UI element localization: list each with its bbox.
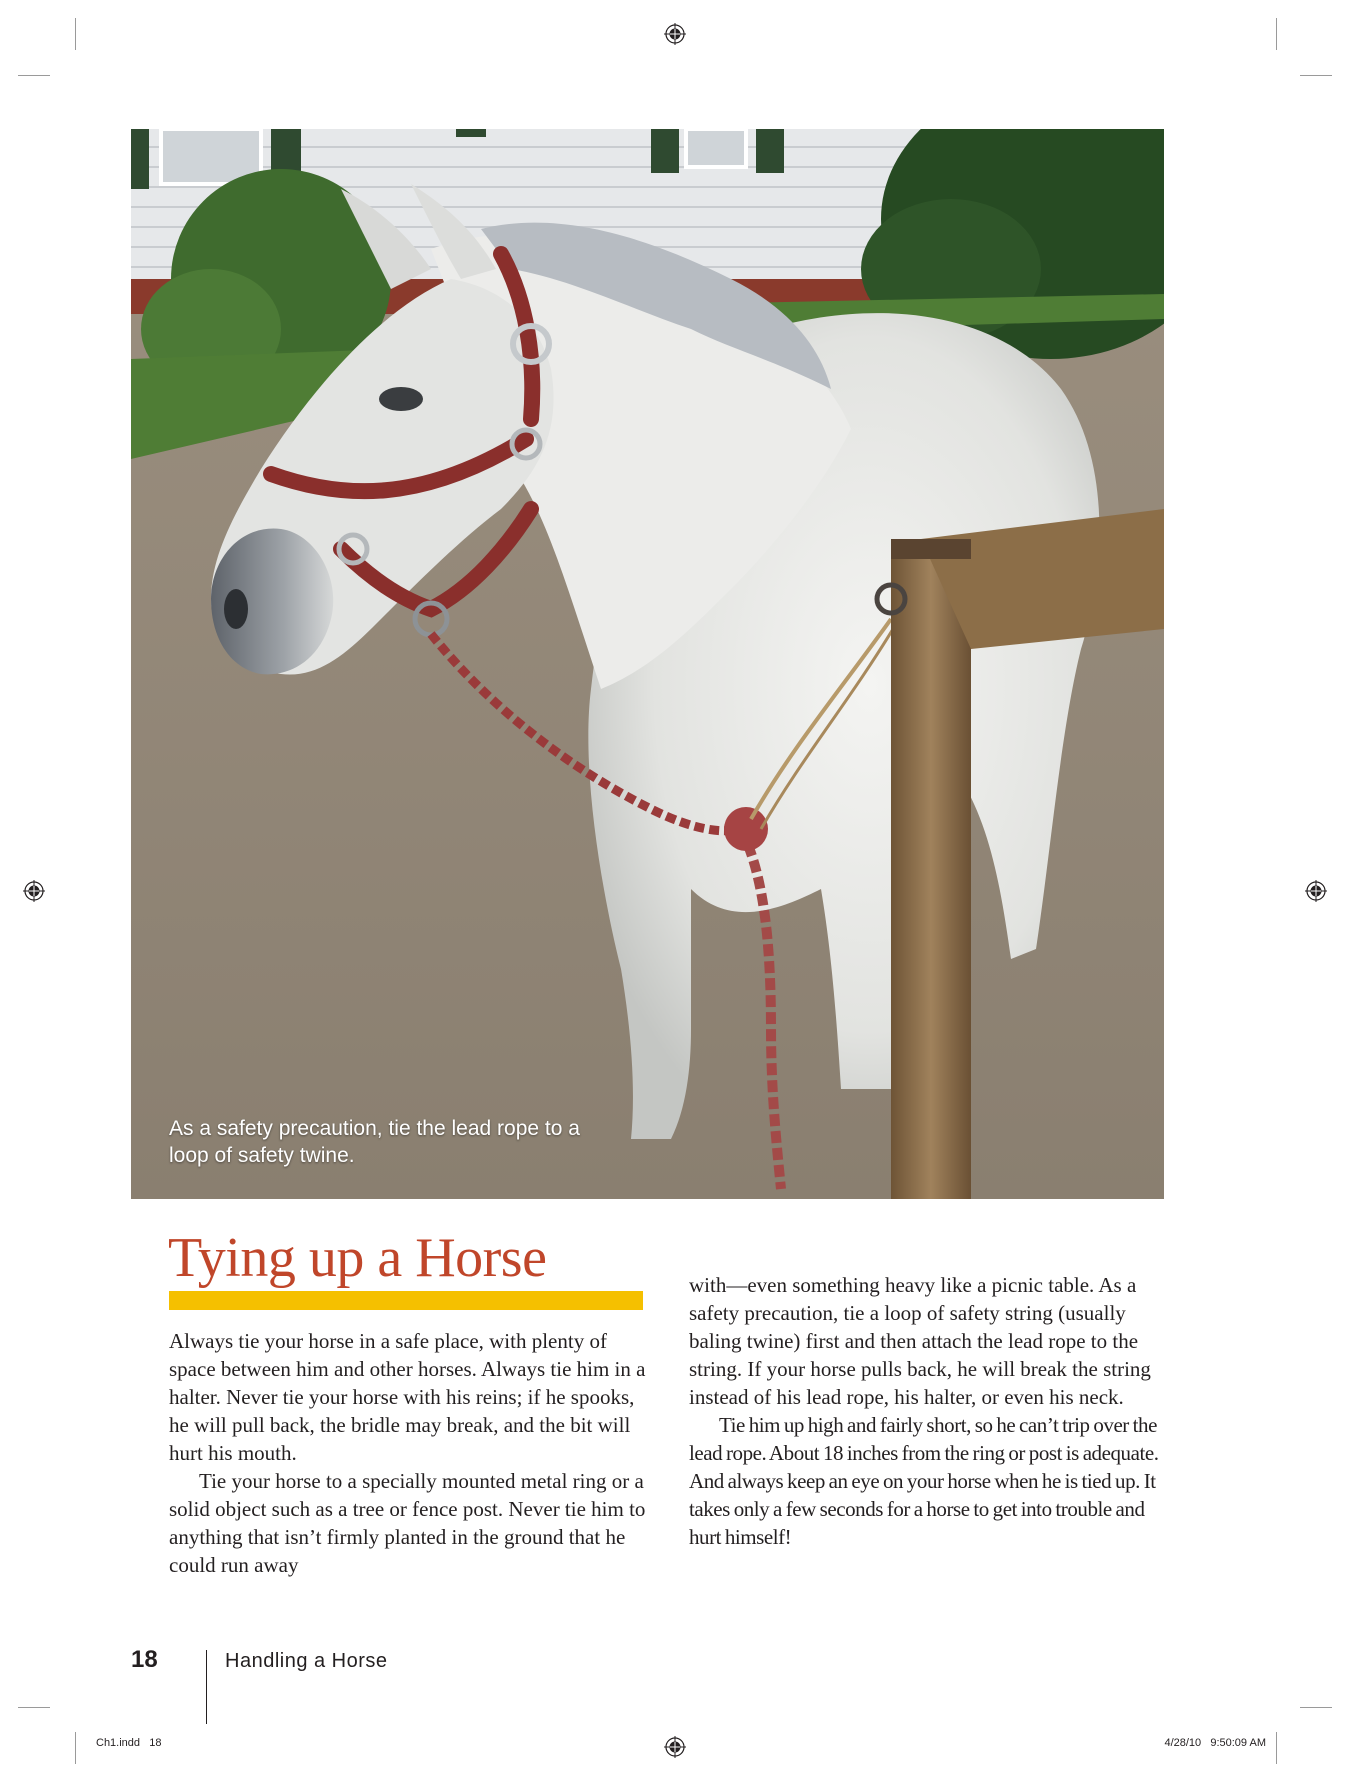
horse-photo [131,129,1164,1199]
slug-filename: Ch1.indd 18 [96,1737,162,1749]
registration-mark-icon [664,1736,686,1758]
body-paragraph: Tie him up high and fairly short, so he can’t trip over the lead rope. About 18 inches from the ring or post is adequate. And always keep an eye on your horse when he is tied up. It takes only a few seconds for a horse to get into trouble and hurt himself! [689,1413,1159,1549]
article-column-2 [689,1271,1169,1551]
crop-mark [1276,1732,1277,1764]
registration-mark-icon [1305,880,1327,902]
body-paragraph: with—even something heavy like a picnic table. As a safety precaution, tie a loop of safety string (usually baling twine) first and then attach the lead rope to the string. If your horse pulls back, he will break the string instead of his lead rope, his halter, or even his neck. [689,1273,1151,1409]
crop-mark [1300,75,1332,76]
running-head: Handling a Horse [225,1650,388,1672]
article-column-1 [169,1327,649,1579]
slug-timestamp: 4/28/10 9:50:09 AM [1164,1737,1266,1749]
title-underline-bar [169,1291,643,1310]
crop-mark [75,1732,76,1764]
registration-mark-icon [664,23,686,45]
folio-divider [206,1650,207,1724]
crop-mark [75,18,76,50]
body-paragraph: Always tie your horse in a safe place, with plenty of space between him and other horses. Always tie him in a halter. Never tie your horse with his reins; if he spooks, he will pull back, the bridle may break, and the bit will hurt his mouth. [169,1329,646,1465]
crop-mark [18,75,50,76]
crop-mark [18,1707,50,1708]
photo-caption: As a safety precaution, tie the lead rope to a loop of safety twine. [169,1117,580,1167]
horse-tied-to-post-image [131,129,1164,1199]
crop-mark [1300,1707,1332,1708]
body-paragraph: Tie your horse to a specially mounted metal ring or a solid object such as a tree or fence post. Never tie him to anything that isn’t firmly planted in the ground that he could run away [169,1469,646,1577]
crop-mark [1276,18,1277,50]
page-number: 18 [131,1646,158,1673]
registration-mark-icon [23,880,45,902]
article-title: Tying up a Horse [168,1227,547,1289]
